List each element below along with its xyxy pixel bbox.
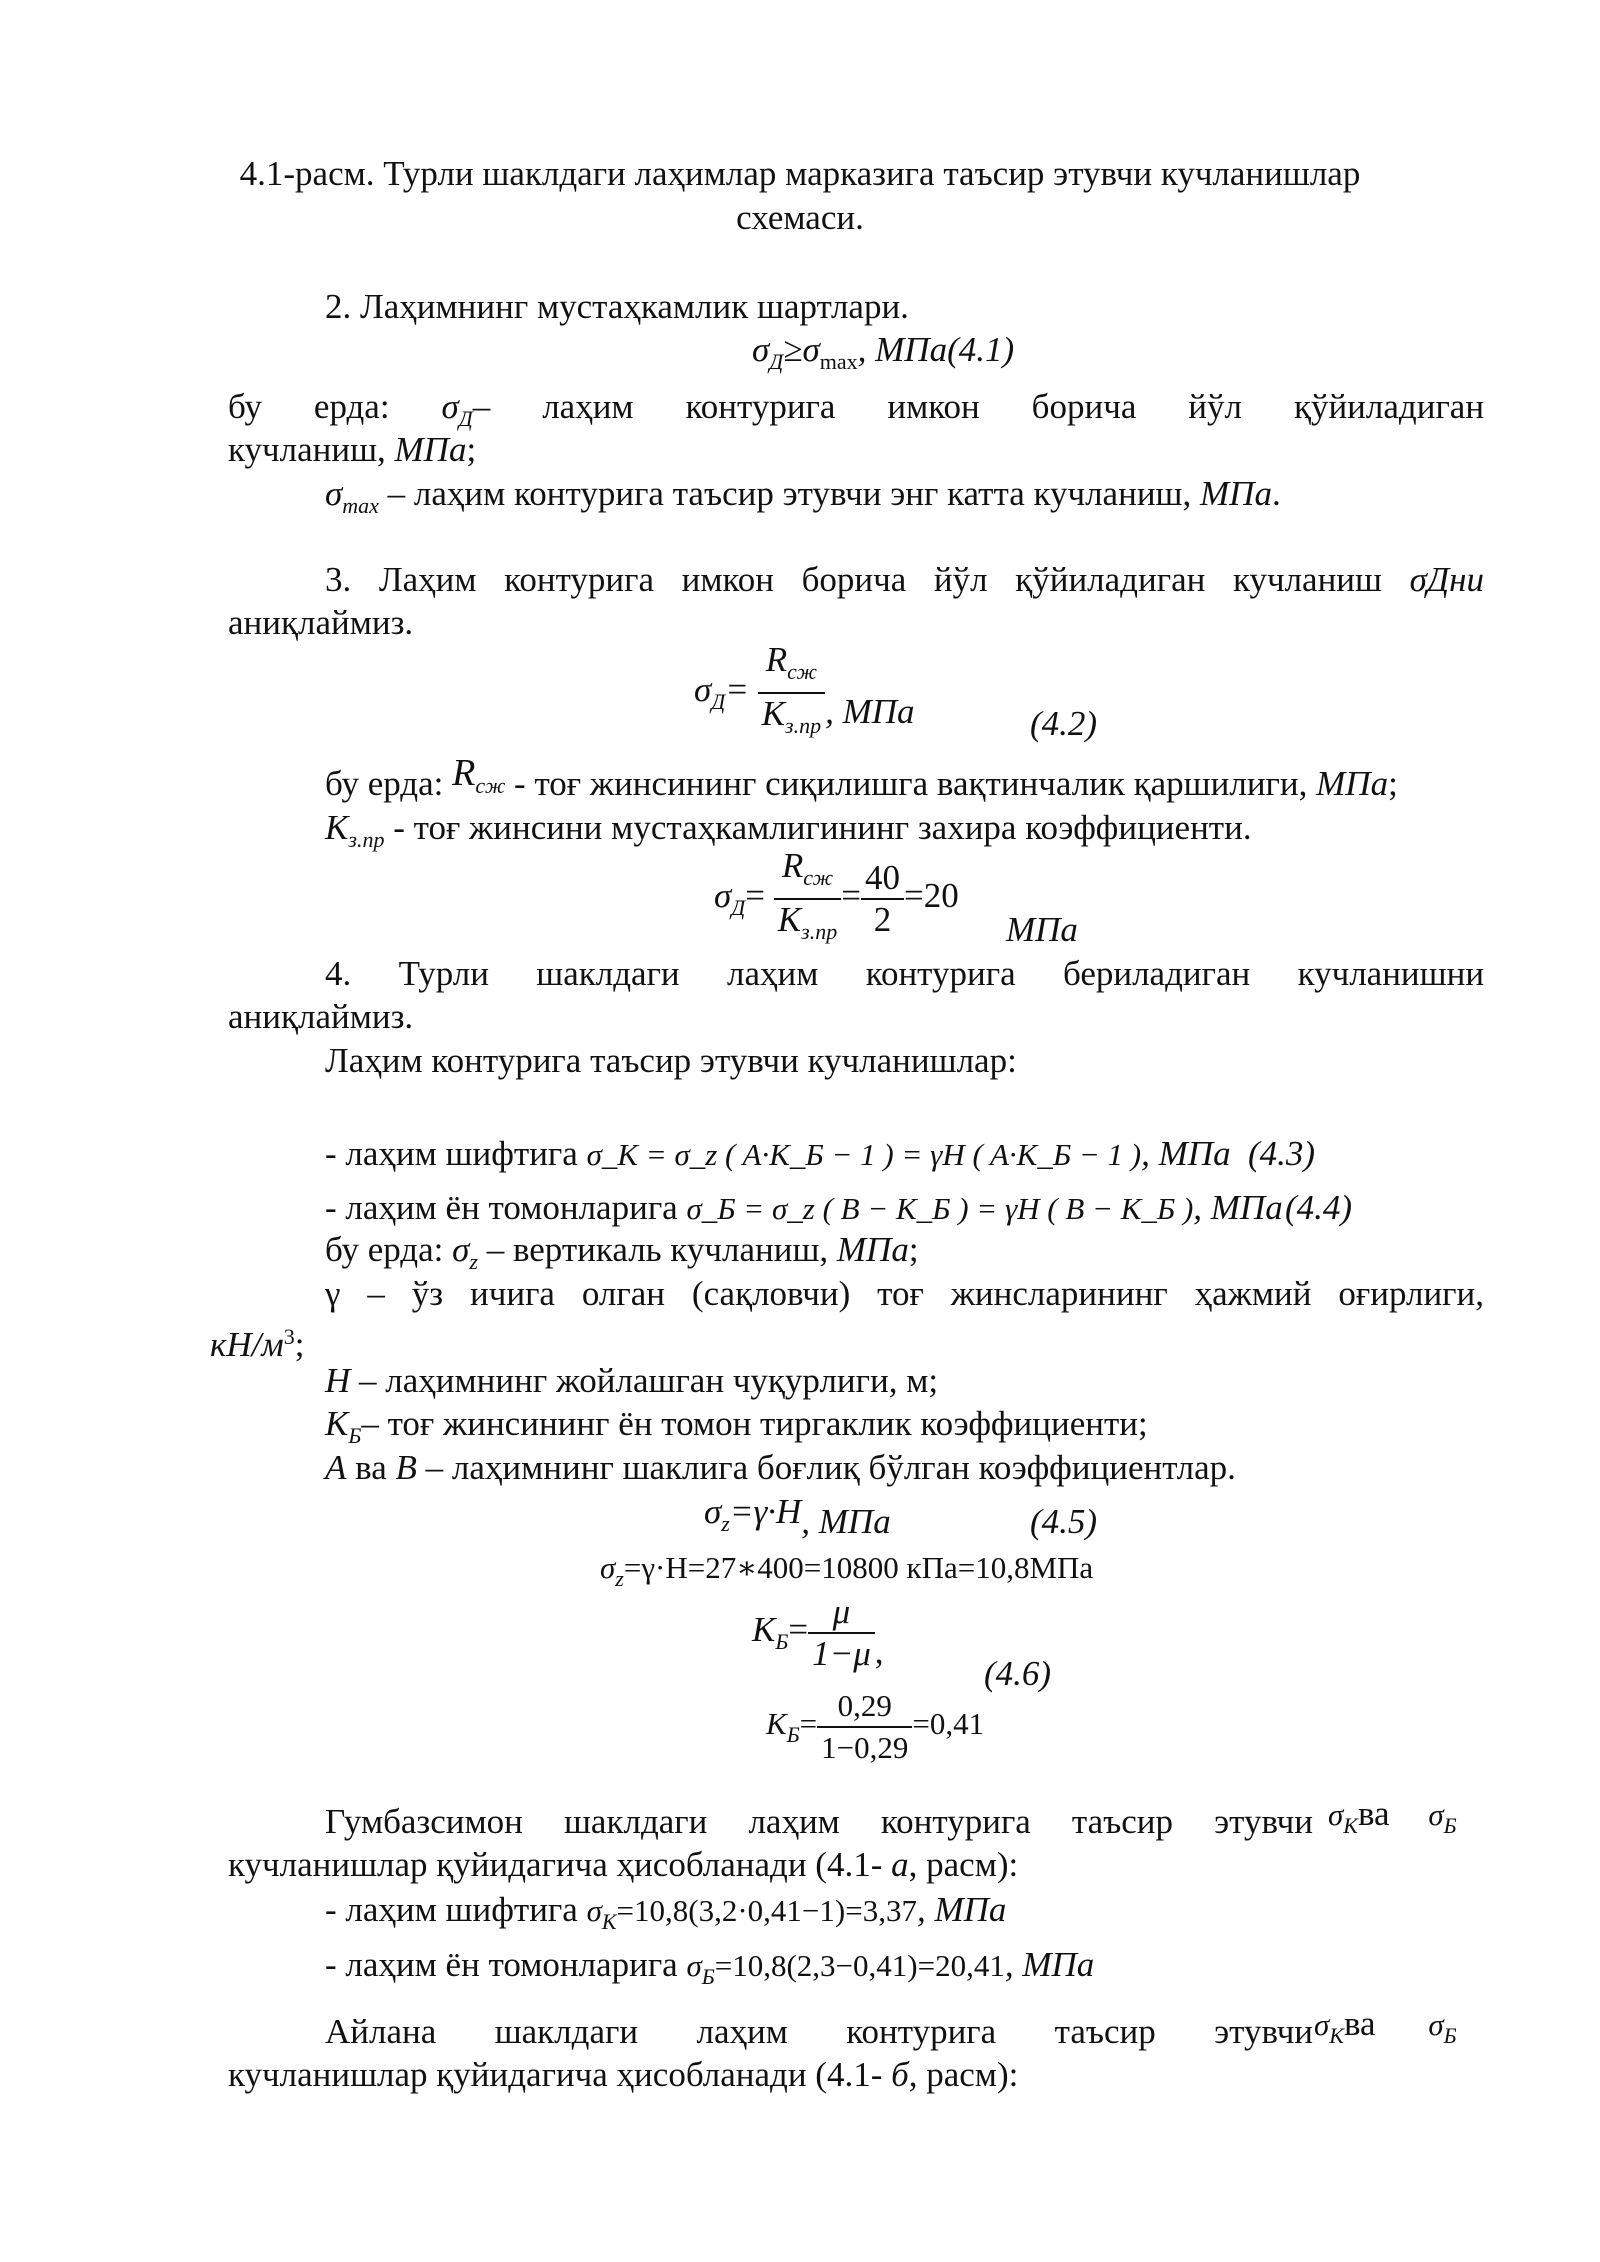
section4-where-sigma-z: бу ерда: $\sigma_z$ – вертикаль кучланиш, МПа; [325,1230,919,1274]
word: ичига [470,1274,555,1313]
word: жинсларининг [950,1274,1168,1313]
f42-label: (4.2) [1030,704,1098,743]
circle-line2: кучланишлар қуйидагича ҳисобланади (4.1- б, расм): [228,2055,1019,2094]
vault-side: - лаҳим ён томонларига $\sigma_Б=10,8(2,3-0,41)=20,41$, МПа [325,1945,1095,1989]
word: шаклдаги [563,1802,708,1841]
word: Турли [398,954,489,993]
word: лаҳим [542,387,634,426]
section4-where-kb: $K_Б-$ тоғ жинсининг ён томон тиргаклик коэффициенти; [325,1404,1148,1448]
word: ўз [411,1274,444,1313]
formula-sigma-z-calc: $\sigma_z=\gamma\cdot H=27∗400=10800$ кПа=10,8МПа [600,1550,1094,1591]
section4-where-gamma-unit: $кН/м^3$; [210,1324,305,1364]
word: ерда: [313,387,390,426]
formula-4-2: $\sigma_Д=$ $\frac{R_{сж}}{K_{з.пр}}$ , МПа (4.2) [694,640,915,746]
label-4-5: (4.5) [1030,1502,1098,1541]
section4-where-gamma [325,1272,1484,1315]
word: оғирлиги, [1338,1274,1485,1313]
circle-line1 [325,2010,1313,2053]
word: 4. [325,954,352,993]
word: лаҳим [696,2012,788,2051]
word: йўл [1188,387,1242,426]
vault-side-calc: =10,8(2,3−0,41)=20,41 [714,1948,1005,1983]
word: Лаҳим [378,560,477,599]
word: қўйиладиган [1293,387,1485,426]
vault-roof: - лаҳим шифтига $\sigma_K=10,8(3,2\cdot 0,41-1)=3,37$, МПа [325,1890,1007,1934]
f41-op: ≥σ [783,330,820,369]
word: йўл [933,560,988,599]
sigma-d: $\sigma_Д-$ [441,387,491,431]
formula-4-3: σ_K = σ_z ( A·K_Б − 1 ) = γH ( A·K_Б − 1 ) [586,1137,1142,1172]
figure-caption-line2: схемаси. [736,198,864,237]
word: бериладиган [1062,954,1251,993]
section4-side-line: - лаҳим ён томонларига σ_Б = σ_z ( B − K_Б ) = γH ( B − K_Б ), МПа (4.4) [325,1188,1353,1227]
word: имкон [887,387,980,426]
section2-where1-line2: кучланиш, МПа; [228,430,477,469]
section3-line2: аниқлаймиз. [228,603,414,642]
word: Айлана [325,2012,437,2051]
f41-sub-max: max [819,349,858,374]
word: (сақловчи) [691,1274,851,1313]
figure-caption-line1: 4.1-расм. Турли шаклдаги лаҳимлар марказига таъсир этувчи кучланишлар [239,154,1361,193]
f42-fraction: $\frac{R_{сж}}{K_{з.пр}}$ [758,640,825,746]
word: Гумбазсимон [325,1802,523,1841]
vault-line2: кучланишлар қуйидагича ҳисобланади (4.1- а, расм): [228,1845,1019,1884]
formula-kb-calc: $K_Б=$ $\frac{0,29}{1-0,29}$ =0,41 [766,1688,985,1765]
word: σДни [1409,560,1484,599]
word: ҳажмий [1194,1274,1312,1313]
label-4-4: (4.4) [1285,1188,1353,1227]
word: имкон [681,560,774,599]
section3-where-r: бу ерда: $R_{сж}$ - тоғ жинсининг сиқилишга вақтинчалик қаршилиги, МПа; [325,752,1398,803]
f41-sub-d: Д [769,349,784,374]
section4-line2: аниқлаймиз. [228,997,414,1036]
word: лаҳим [748,1802,840,1841]
word: шаклдаги [536,954,680,993]
calc-unit: МПа [1006,910,1078,949]
word: бу [228,387,262,426]
section3-where-k: $K_{з.пр}$ - тоғ жинсини мустаҳкамлигининг захира коэффициенти. [325,808,1252,852]
word: контурига [504,560,655,599]
word: контурига [846,2012,997,2051]
section4-intro: Лаҳим контурига таъсир этувчи кучланишлар: [325,1041,1017,1080]
section2-where2: $\sigma_{max}$ – лаҳим контурига таъсир этувчи энг катта кучланиш, МПа. [325,474,1281,518]
word: олган [581,1274,666,1313]
section3-line1 [325,558,1484,601]
word: борича [1031,387,1137,426]
vault-symbols: $\sigma_Kва$ $\sigma_Б$ [1328,1794,1457,1838]
word: контурига [865,954,1016,993]
f41-sigma: σ [752,330,770,369]
word: лаҳим [727,954,819,993]
label-4-3: (4.3) [1248,1134,1316,1173]
word: қўйиладиган [1015,560,1206,599]
section4-line1 [325,952,1484,995]
formula-4-5: $\sigma_z=\gamma\cdot H$, МПа (4.5) [704,1492,1098,1541]
f41-tail: , МПа(4.1) [857,330,1015,369]
section2-heading: 2. Лаҳимнинг мустаҳкамлик шартлари. [325,287,909,326]
label-4-6: (4.6) [984,1654,1052,1693]
word: кучланишни [1297,954,1485,993]
word: таъсир [1054,2012,1156,2051]
vault-roof-calc: =10,8(3,2·0,41−1)=3,37 [616,1893,917,1928]
word: контурига [880,1802,1031,1841]
word: этувчи [1214,2012,1314,2051]
word: тоғ [877,1274,924,1313]
formula-sigma-d-calc: $\sigma_Д=$ $\frac{R_{сж}}{K_{з.пр}}$ = $\frac{40}{2}$ =20 МПа [714,846,1078,949]
word: – [367,1274,385,1313]
section4-where-ab: A ва B – лаҳимнинг шаклига боғлиқ бўлган коэффициентлар. [325,1448,1236,1487]
word: контурига [685,387,836,426]
vault-line1 [325,1800,1313,1843]
word: таъсир [1071,1802,1174,1841]
section4-roof-line: - лаҳим шифтига σ_K = σ_z ( A·K_Б − 1 ) = γH ( A·K_Б − 1 ), МПа (4.3) [325,1134,1316,1173]
word: γ [325,1274,341,1313]
formula-4-1 [752,328,1014,383]
word: борича [801,560,907,599]
word: шаклдаги [494,2012,639,2051]
formula-4-6: $K_Б=$ $\frac{\mu}{1-\mu}$ , (4.6) [752,1592,1052,1693]
formula-4-4: σ_Б = σ_z ( B − K_Б ) = γH ( B − K_Б ) [686,1191,1194,1226]
section4-where-h: H – лаҳимнинг жойлашган чуқурлиги, м; [325,1361,939,1400]
word: этувчи [1214,1802,1314,1841]
word: 3. [325,560,352,599]
circle-symbols: $\sigma_Kва$ $\sigma_Б$ [1314,2004,1457,2048]
word: кучланиш [1232,560,1382,599]
